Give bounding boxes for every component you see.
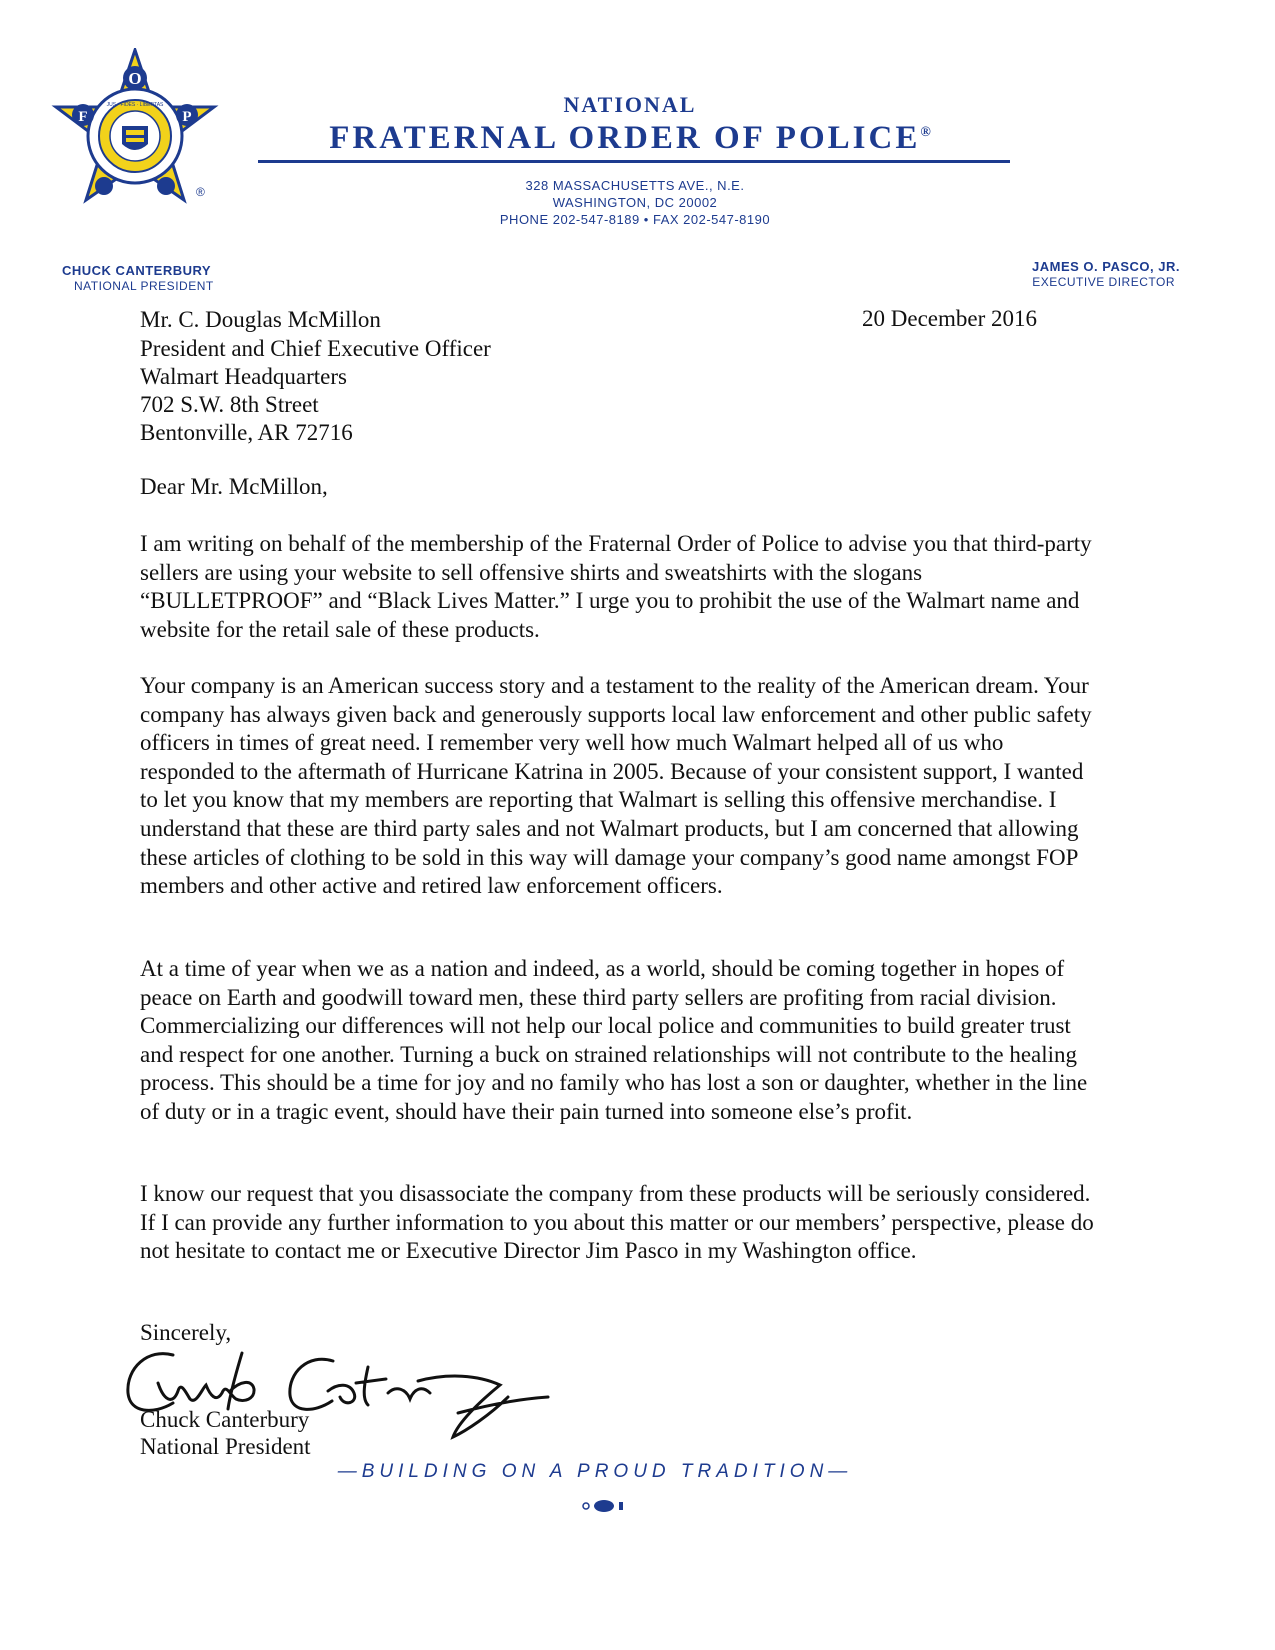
address-city: WASHINGTON, DC 20002 [552, 195, 718, 210]
recipient-street: 702 S.W. 8th Street [140, 392, 319, 417]
org-national-label: NATIONAL [563, 92, 697, 117]
director-title: EXECUTIVE DIRECTOR [1032, 275, 1175, 289]
body-paragraph-3: At a time of year when we as a nation and indeed, as a world, should be coming together in hopes of peace on Earth and goodwill toward men, these third party sellers are profiting from racial division. Commercializing our differences will not help our local police and communities to build greater trust and respect for one another. Turning a buck on strained relationships will not contribute to the healing process. This should be a time for joy and no family who has lost a son or daughter, whether in the line of duty or in a tragic event, should have their pain turned into someone else’s profit. [140, 956, 1088, 1124]
logo-letter-o: O [128, 69, 142, 88]
president-name: CHUCK CANTERBURY [62, 263, 212, 278]
union-bug-icon [580, 1498, 628, 1514]
org-name: FRATERNAL ORDER OF POLICE® [329, 120, 931, 156]
body-paragraph-4: I know our request that you disassociate the company from these products will be seriously considered. If I can provide any further information to you about this matter or our members’ perspective, please do not hesitate to contact me or Executive Director Jim Pasco in my Washington office. [140, 1181, 1094, 1264]
director-name: JAMES O. PASCO, JR. [1032, 259, 1180, 274]
signer-title: National President [140, 1434, 311, 1459]
logo-letter-p: P [182, 109, 192, 125]
letterhead-rule [258, 160, 1010, 163]
president-title: NATIONAL PRESIDENT [74, 279, 214, 293]
body-paragraph-1: I am writing on behalf of the membership of the Fraternal Order of Police to advise you that third-party sellers are using your website to sell offensive shirts and sweatshirts with the slogans “BULLETPROOF” and “Black Lives Matter.” I urge you to prohibit the use of the Walmart name and website for the retail sale of these products. [140, 531, 1092, 642]
address-street: 328 MASSACHUSETTS AVE., N.E. [525, 178, 745, 193]
salutation: Dear Mr. McMillon, [140, 474, 328, 499]
address-phone-fax: PHONE 202-547-8189 • FAX 202-547-8190 [499, 212, 771, 227]
recipient-company: Walmart Headquarters [140, 364, 347, 389]
org-name-registered-mark: ® [920, 125, 931, 140]
logo-registered-mark: ® [196, 185, 205, 199]
closing: Sincerely, [140, 1320, 232, 1345]
letter-date: 20 December 2016 [862, 306, 1037, 331]
body-paragraph-2: Your company is an American success story and a testament to the reality of the American dream. Your company has always given back and generously supports local law enforcement and other public safety officers in times of great need. I remember very well how much Walmart helped all of us who responded to the aftermath of Hurricane Katrina in 2005. Because of your consistent support, I wanted to let you know that my members are reporting that Walmart is selling this offensive merchandise. I understand that these are third party sales and not Walmart products, but I am concerned that allowing these articles of clothing to be sold in this way will damage your company’s good name amongst FOP members and other active and retired law enforcement officers. [140, 673, 1092, 899]
recipient-name: Mr. C. Douglas McMillon [140, 307, 381, 332]
logo-letter-f: F [78, 109, 88, 125]
logo-motto: JUS · FIDES · LIBERTAS [106, 102, 164, 108]
footer-tagline: —BUILDING ON A PROUD TRADITION— [337, 1461, 853, 1482]
recipient-title: President and Chief Executive Officer [140, 336, 491, 361]
fop-star-logo [50, 48, 220, 218]
signer-name: Chuck Canterbury [140, 1407, 310, 1432]
recipient-city: Bentonville, AR 72716 [140, 420, 353, 445]
